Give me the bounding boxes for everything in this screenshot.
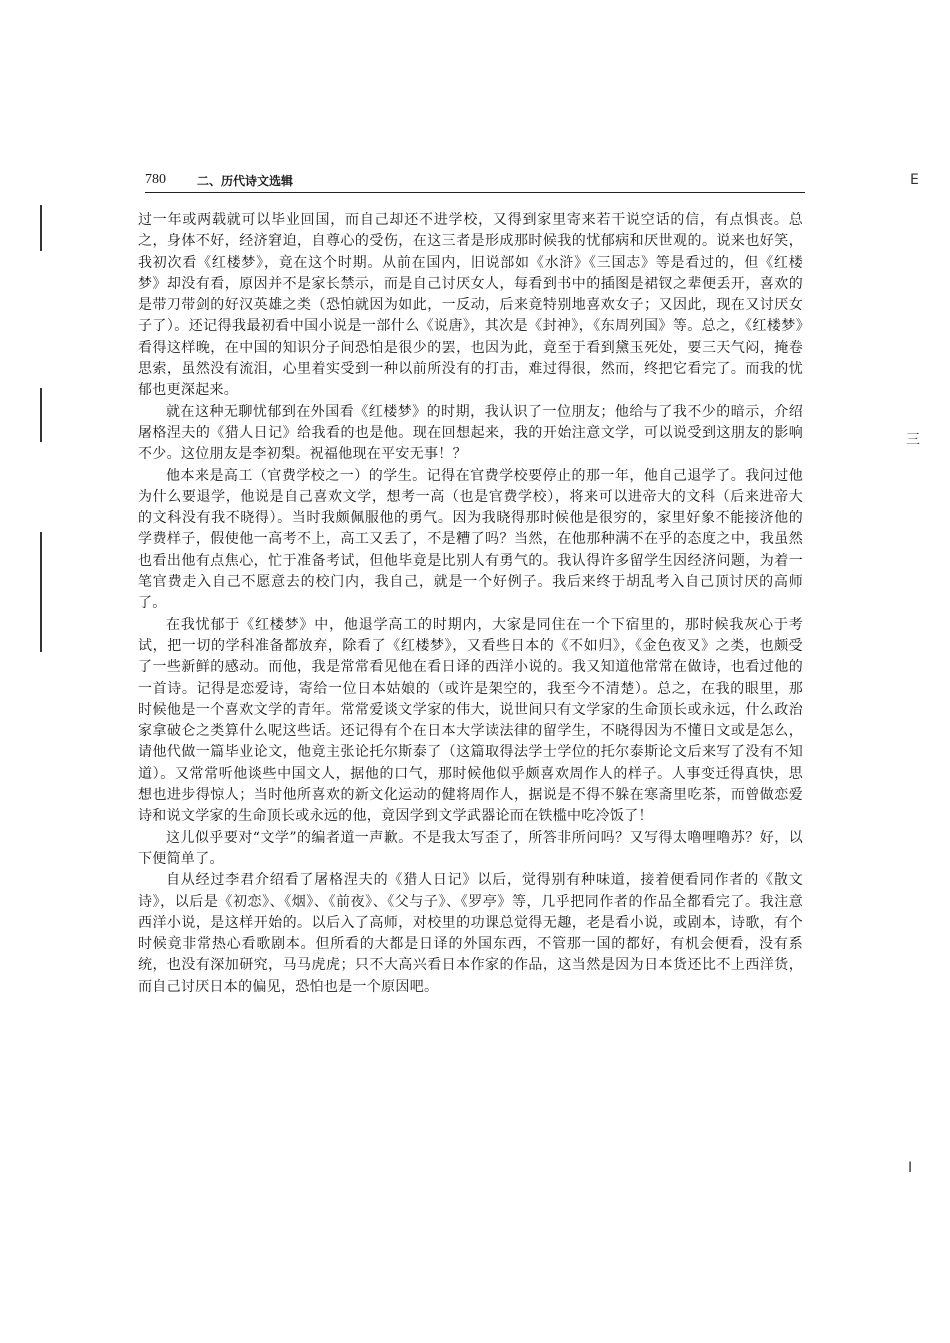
edge-mark: 三 (906, 432, 920, 448)
paragraph: 他本来是高工（官费学校之一）的学生。记得在官费学校要停止的那一年，他自己退学了。我问过他为什么要退学，他说是自己喜欢文学，想考一高（也是官费学校），将来可以进帝大的文科（后来进帝大的文科没有我不晓得）。当时我颇佩服他的勇气。因为我晓得那时候他是很穷的，家里好象不能接济他的学费样子，假使他一高考不上，高工又丢了，不是糟了吗？当然，在他那种满不在乎的态度之中，我虽然也看出他有点焦心，忙于准备考试，但他毕竟是比别人有勇气的。我认得许多留学生因经济问题，为着一笔官费走入自己不愿意去的校门内，我自己，就是一个好例子。我后来终于胡乱考入自己顶讨厌的高师了。 (138, 467, 803, 612)
paragraph: 就在这种无聊忧郁到在外国看《红楼梦》的时期，我认识了一位朋友；他给与了我不少的暗示，介绍屠格涅夫的《猎人日记》给我看的也是他。现在回想起来，我的开始注意文学，可以说受到这朋友的影响不少。这位朋友是李初梨。祝福他现在平安无事！？ (138, 403, 803, 463)
paragraph: 在我忧郁于《红楼梦》中，他退学高工的时期内，大家是同住在一个下宿里的，那时候我灰心于考试，把一切的学科准备都放弃，除看了《红楼梦》，又看些日本的《不如归》，《金色夜叉》之类，也颇受了一些新鲜的感动。而他，我是常常看见他在看日译的西洋小说的。我又知道他常常在做诗，也看过他的一首诗。记得是恋爱诗，寄给一位日本姑娘的（或许是架空的，我至今不清楚）。总之，在我的眼里，那时候他是一个喜欢文学的青年。常常爱谈文学家的伟大，说世间只有文学家的生命顶长或永远，什么政治家拿破仑之类算什么呢这些话。还记得有个在日本大学读法律的留学生，不晓得因为不懂日文或是怎么，请他代做一篇毕业论文，他竟主张论托尔斯泰了（这篇取得法学士学位的托尔泰斯论文后来写了没有不知道）。又常常听他谈些中国文人，据他的口气，那时候他似乎颇喜欢周作人的样子。人事变迁得真快，思想也进步得惊人；当时他所喜欢的新文化运动的健将周作人，据说是不得不躲在寒斋里吃茶，而曾做恋爱诗和说文学家的生命顶长或永远的他，竟因学到文学武器论而在铁槛中吃冷饭了！ (138, 616, 803, 825)
edge-mark: E (910, 172, 919, 188)
page-number: 780 (145, 172, 166, 187)
page-header (145, 170, 805, 193)
margin-line (40, 532, 42, 652)
paragraph: 这儿似乎要对“文学”的编者道一声歉。不是我太写歪了，所答非所问吗？又写得太噜哩噜苏？好，以下便简单了。 (138, 829, 803, 867)
margin-line (40, 205, 42, 251)
paragraph: 过一年或两载就可以毕业回国，而自己却还不进学校，又得到家里寄来若干说空话的信，有点惧丧。总之，身体不好，经济窘迫，自尊心的受伤，在这三者是形成那时候我的忧郁病和厌世观的。说来也好笑，我初次看《红楼梦》，竟在这个时期。从前在国内，旧说部如《水浒》《三国志》等是看过的，但《红楼梦》却没有看，原因并不是家长禁示，而是自己讨厌女人，每看到书中的插图是裙钗之辈便丢开，喜欢的是带刀带剑的好汉英雄之类（恐怕就因为如此，一反动，后来竟特别地喜欢女子；又因此，现在又讨厌女子了）。还记得我最初看中国小说是一部什么《说唐》，其次是《封神》，《东周列国》等。总之，《红楼梦》看得这样晚，在中国的知识分子间恐怕是很少的罢，也因为此，竟至于看到黛玉死处，要三天气闷，掩卷思索，虽然没有流泪，心里着实受到一种以前所没有的打击，难过得很，然而，终把它看完了。而我的忧郁也更深起来。 (138, 212, 803, 399)
margin-line (40, 388, 42, 442)
paragraph: 自从经过李君介绍看了屠格涅夫的《猎人日记》以后，觉得别有种味道，接着便看同作者的《散文诗》，以后是《初恋》、《烟》、《前夜》、《父与子》、《罗亭》等，几乎把同作者的作品全都看完了。我注意西洋小说，是这样开始的。以后入了高师，对校里的功课总觉得无趣，老是看小说，或剧本，诗歌，有个时候竟非常热心看歌剧本。但所看的大都是日译的外国东西，不管那一国的都好，有机会便看，没有系统，也没有深加研究，马马虎虎；只不大高兴看日本作家的作品，这当然是因为日本货还比不上西洋货，而自己讨厌日本的偏见，恐怕也是一个原因吧。 (138, 872, 803, 995)
section-title: 二、历代诗文选辑 (197, 174, 294, 188)
edge-mark: I (908, 1160, 913, 1176)
body-text (138, 210, 803, 998)
